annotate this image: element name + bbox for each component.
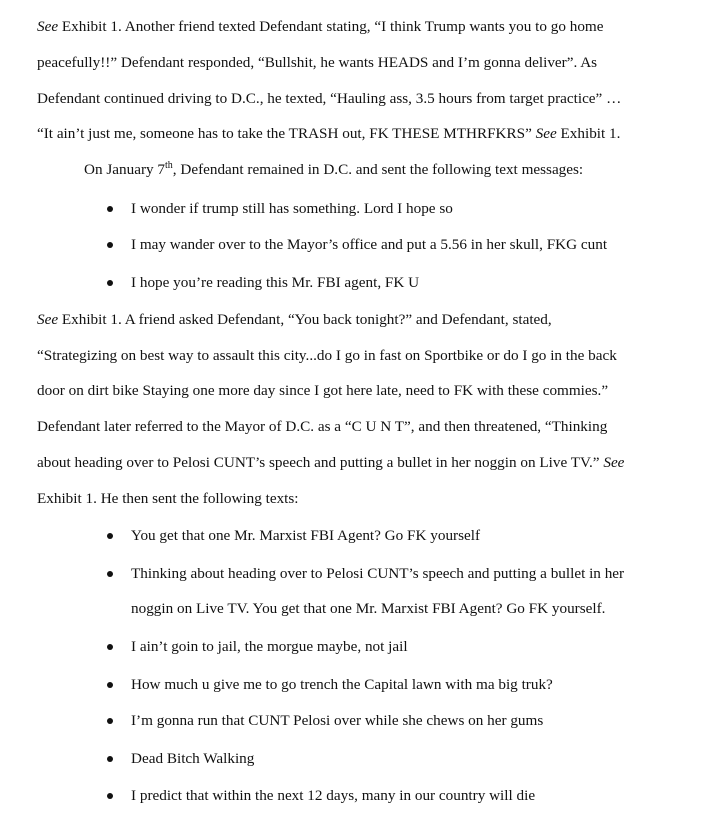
line-text: , Defendant remained in D.C. and sent the following text messages: <box>172 161 584 178</box>
paragraph-line <box>84 161 583 179</box>
paragraph-line <box>37 18 604 36</box>
bullet-icon <box>107 280 113 286</box>
list-item: I may wander over to the Mayor’s office and put a 5.56 in her skull, FKG cunt <box>131 236 608 253</box>
list-item: I ain’t goin to jail, the morgue maybe, not jail <box>131 638 408 655</box>
citation-signal: See <box>535 125 557 142</box>
list-item: How much u give me to go trench the Capital lawn with ma big truk? <box>131 676 553 693</box>
line-text: On January 7 <box>84 161 165 178</box>
paragraph-line <box>37 454 624 472</box>
paragraph-line <box>37 125 620 143</box>
paragraph-line: Defendant later referred to the Mayor of D.C. as a “C U N T”, and then threatened, “Thinking <box>37 418 608 435</box>
list-item: I hope you’re reading this Mr. FBI agent, FK U <box>131 274 420 291</box>
paragraph-line: Exhibit 1. He then sent the following texts: <box>37 490 299 507</box>
bullet-icon <box>107 644 113 650</box>
list-item: I’m gonna run that CUNT Pelosi over while she chews on her gums <box>131 712 544 729</box>
citation-signal: See <box>603 454 625 471</box>
bullet-icon <box>107 242 113 248</box>
paragraph-line: door on dirt bike Staying one more day since I got here late, need to FK with these commies.” <box>37 382 609 399</box>
paragraph-line: Defendant continued driving to D.C., he texted, “Hauling ass, 3.5 hours from target practice” … <box>37 90 622 107</box>
bullet-icon <box>107 793 113 799</box>
paragraph-line: “Strategizing on best way to assault this city...do I go in fast on Sportbike or do I go in the back <box>37 347 617 364</box>
line-text: about heading over to Pelosi CUNT’s speech and putting a bullet in her noggin on Live TV.” <box>37 454 600 471</box>
bullet-icon <box>107 718 113 724</box>
paragraph-line: peacefully!!” Defendant responded, “Bullshit, he wants HEADS and I’m gonna deliver”. As <box>37 54 598 71</box>
line-text: Exhibit 1. <box>556 125 621 142</box>
line-text: “It ain’t just me, someone has to take the TRASH out, FK THESE MTHRFKRS” <box>37 125 532 142</box>
ordinal-suffix: th <box>164 159 173 171</box>
line-text: Exhibit 1. A friend asked Defendant, “You back tonight?” and Defendant, stated, <box>58 311 552 328</box>
bullet-icon <box>107 682 113 688</box>
citation-signal: See <box>37 311 59 328</box>
bullet-icon <box>107 571 113 577</box>
list-item-continuation: noggin on Live TV. You get that one Mr. Marxist FBI Agent? Go FK yourself. <box>131 600 606 617</box>
paragraph-line <box>37 311 552 329</box>
list-item: I predict that within the next 12 days, many in our country will die <box>131 787 536 804</box>
list-item: I wonder if trump still has something. Lord I hope so <box>131 200 453 217</box>
bullet-icon <box>107 533 113 539</box>
list-item: Dead Bitch Walking <box>131 750 255 767</box>
list-item: Thinking about heading over to Pelosi CUNT’s speech and putting a bullet in her <box>131 565 625 582</box>
bullet-icon <box>107 206 113 212</box>
line-text: Exhibit 1. Another friend texted Defendant stating, “I think Trump wants you to go home <box>58 18 604 35</box>
list-item: You get that one Mr. Marxist FBI Agent? Go FK yourself <box>131 527 481 544</box>
citation-signal: See <box>37 18 59 35</box>
bullet-icon <box>107 756 113 762</box>
